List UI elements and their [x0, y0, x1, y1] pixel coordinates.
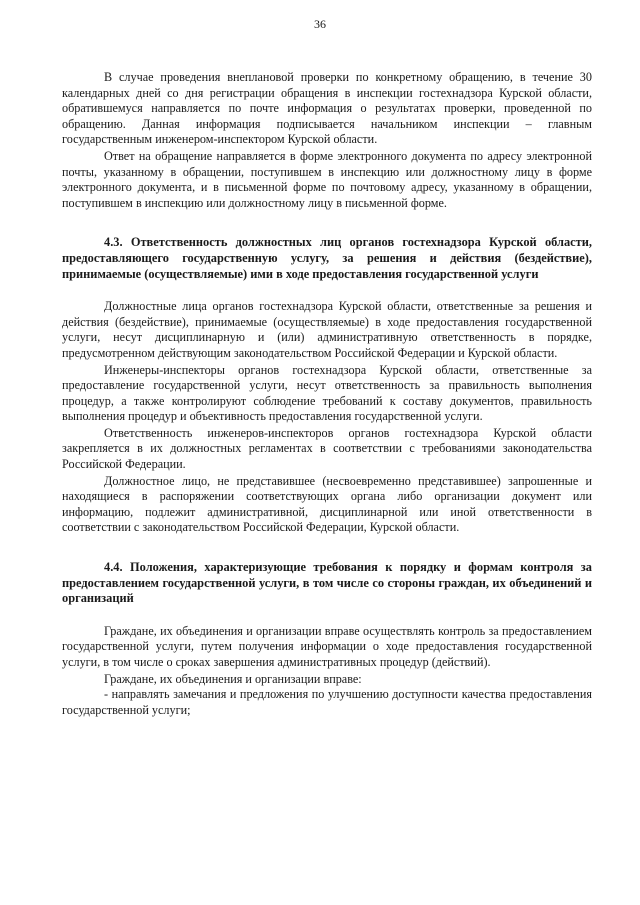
list-item: - направлять замечания и предложения по улучшению доступности качества предоставления государственной услуги; — [62, 687, 592, 717]
paragraph: Инженеры-инспекторы органов гостехнадзора Курской области, ответственные за предоставление государственной услуги, несут ответственность за правильность выполнения процедур, а также контролируют соблюдение требований к составу документов, правильность выполнения процедур и объективность предоставления государственной услуги. — [62, 362, 592, 424]
section-heading-4-4: 4.4. Положения, характеризующие требования к порядку и формам контроля за предоставлением государственной услуги, в том числе со стороны граждан, их объединений и организаций — [62, 560, 592, 606]
paragraph: Ответственность инженеров-инспекторов органов гостехнадзора Курской области закрепляется в их должностных регламентах в соответствии с требованиями законодательства Российской Федерации. — [62, 425, 592, 472]
paragraph: Должностное лицо, не представившее (несвоевременно представившее) запрошенные и находящиеся в распоряжении соответствующих органа либо организации документ или информацию, подлежит административной, дисциплинарной или иной ответственности в соответствии с законодательством Российской Федерации, Курской области. — [62, 473, 592, 535]
paragraph: Ответ на обращение направляется в форме электронного документа по адресу электронной почты, указанному в обращении, поступившем в инспекцию или должностному лицу в форме электронного документа, и в письменной форме по почтовому адресу, указанному в обращении, поступившем в инспекцию или должностному лицу в письменной форме. — [62, 148, 592, 210]
page-content — [62, 70, 592, 718]
paragraph: В случае проведения внеплановой проверки по конкретному обращению, в течение 30 календарных дней со дня регистрации обращения в инспекции гостехнадзора Курской области, обратившемуся направляется по почте информация о результатах проверки, проведенной по обращению. Данная информация подписывается начальником инспекции – главным государственным инженером-инспектором Курской области. — [62, 70, 592, 147]
paragraph: Граждане, их объединения и организации вправе осуществлять контроль за предоставлением государственной услуги, путем получения информации о ходе предоставления государственной услуги, в том числе о сроках завершения административных процедур (действий). — [62, 623, 592, 669]
paragraph: Граждане, их объединения и организации вправе: — [104, 671, 362, 686]
section-heading-4-3: 4.3. Ответственность должностных лиц органов гостехнадзора Курской области, предоставляющего государственную услугу, за решения и действия (бездействие), принимаемые (осуществляемые) ими в ходе предоставления государственной услуги — [62, 235, 592, 281]
page-number: 36 — [314, 17, 326, 31]
paragraph: Должностные лица органов гостехнадзора Курской области, ответственные за решения и действия (бездействие), принимаемые (осуществляемые) в ходе предоставления государственной услуги, несут дисциплинарную и (или) административную ответственность в порядке, предусмотренном действующим законодательством Российской Федерации и Курской области. — [62, 299, 592, 360]
